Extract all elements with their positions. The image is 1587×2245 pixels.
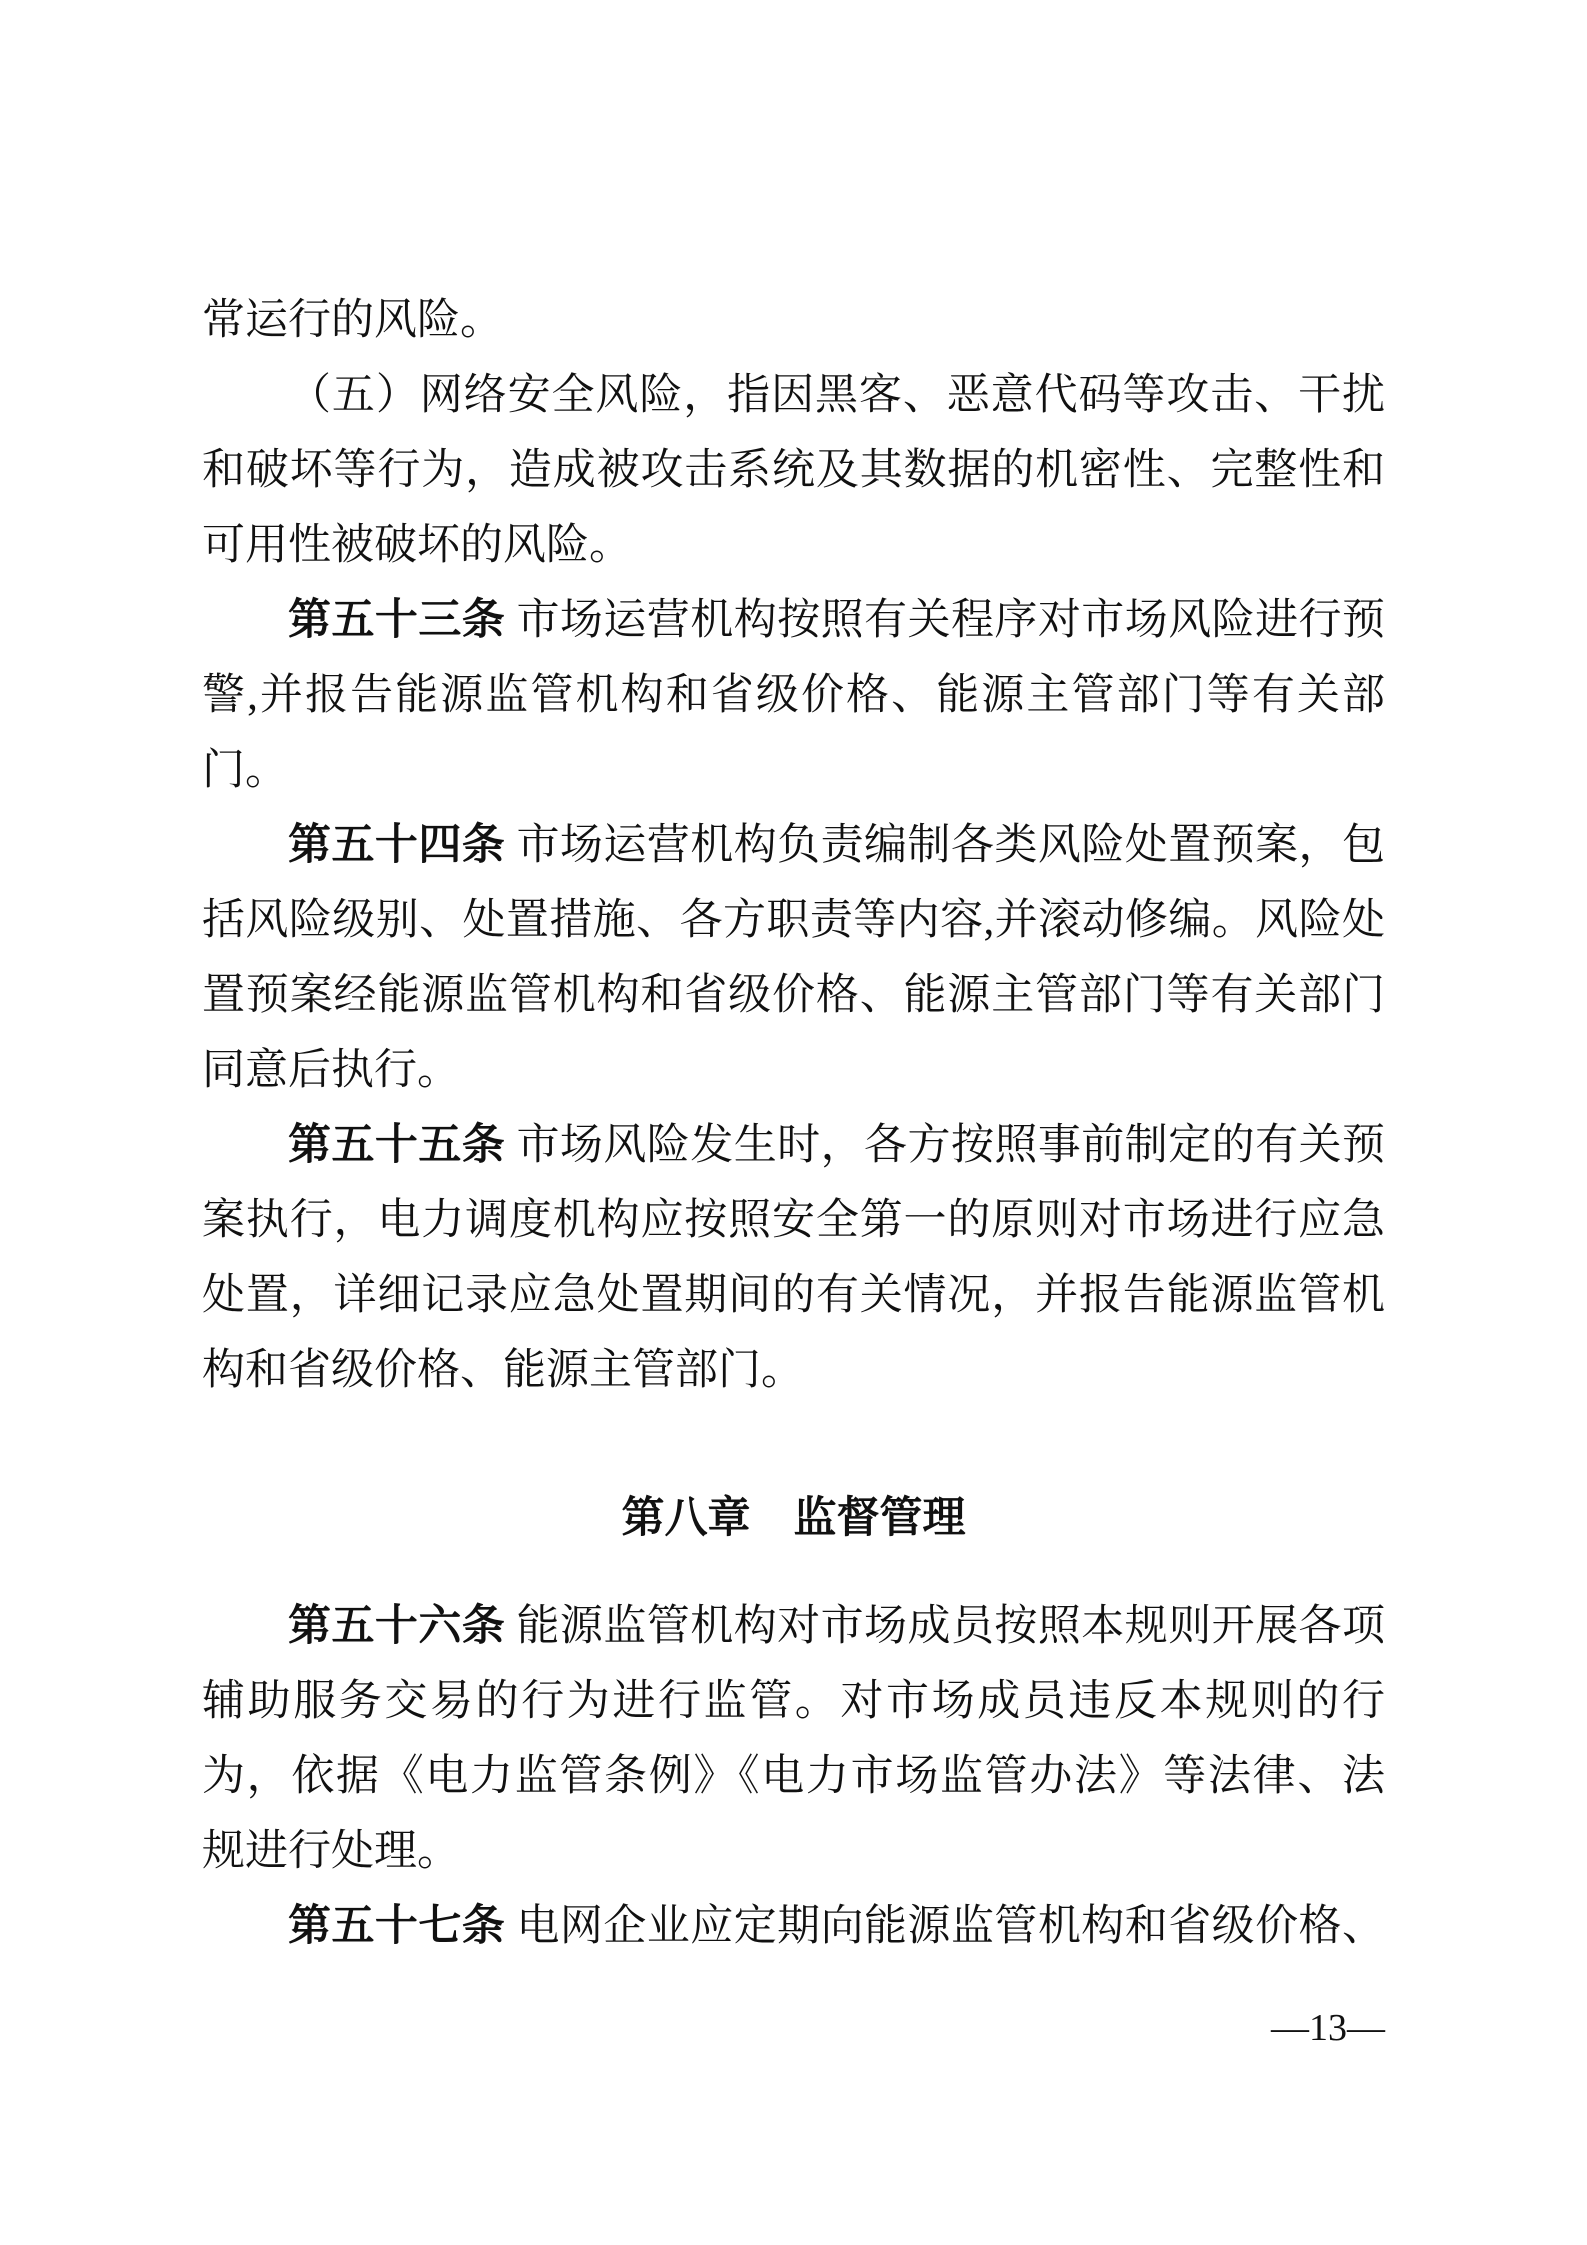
line-text: 为，依据《电力监管条例》《电力市场监管办法》等法律、法	[202, 1753, 1385, 1800]
text-line	[202, 883, 1385, 958]
line-text: 括风险级别、处置措施、各方职责等内容,并滚动修编。风险处	[202, 897, 1385, 944]
line-text: 电网企业应定期向能源监管机构和省级价格、	[505, 1903, 1385, 1950]
line-text: 规进行处理。	[202, 1828, 460, 1875]
text-line	[202, 1889, 1385, 1964]
text-line	[202, 508, 1385, 583]
article-number: 第五十五条	[288, 1121, 506, 1169]
line-text: 常运行的风险。	[202, 297, 503, 344]
line-text: 市场运营机构按照有关程序对市场风险进行预	[505, 597, 1385, 644]
page-number: —13—	[1271, 2007, 1385, 2049]
line-text: 市场风险发生时，各方按照事前制定的有关预	[505, 1122, 1385, 1169]
line-text: 置预案经能源监管机构和省级价格、能源主管部门等有关部门	[202, 972, 1385, 1019]
text-line	[202, 1739, 1385, 1814]
line-text: 门。	[202, 747, 288, 794]
text-line	[202, 1333, 1385, 1408]
article-number: 第五十六条	[288, 1602, 506, 1650]
line-text: 同意后执行。	[202, 1047, 460, 1094]
line-text: 警,并报告能源监管机构和省级价格、能源主管部门等有关部	[202, 672, 1385, 719]
line-text: 案执行，电力调度机构应按照安全第一的原则对市场进行应急	[202, 1197, 1385, 1244]
text-line	[202, 1258, 1385, 1333]
line-text: 辅助服务交易的行为进行监管。对市场成员违反本规则的行	[202, 1678, 1385, 1725]
article-number: 第五十七条	[288, 1902, 506, 1950]
text-line	[202, 808, 1385, 883]
chapter-heading: 第八章 监督管理	[621, 1494, 966, 1542]
line-text: 市场运营机构负责编制各类风险处置预案，包	[505, 822, 1385, 869]
text-line	[202, 1664, 1385, 1739]
line-text: 和破坏等行为，造成被攻击系统及其数据的机密性、完整性和	[202, 447, 1385, 494]
text-line	[202, 1589, 1385, 1664]
text-line	[202, 958, 1385, 1033]
text-line	[202, 433, 1385, 508]
text-line	[202, 1814, 1385, 1889]
text-line	[202, 283, 1385, 358]
text-line	[202, 1183, 1385, 1258]
line-text: （五）网络安全风险，指因黑客、恶意代码等攻击、干扰	[288, 372, 1385, 419]
line-text: 处置，详细记录应急处置期间的有关情况，并报告能源监管机	[202, 1272, 1385, 1319]
line-text: 可用性被破坏的风险。	[202, 522, 632, 569]
text-line	[202, 1108, 1385, 1183]
text-line	[202, 1033, 1385, 1108]
text-line	[202, 733, 1385, 808]
text-line	[202, 658, 1385, 733]
text-line	[202, 358, 1385, 433]
article-number: 第五十四条	[288, 821, 506, 869]
text-line	[202, 583, 1385, 658]
article-number: 第五十三条	[288, 596, 506, 644]
line-text: 能源监管机构对市场成员按照本规则开展各项	[505, 1603, 1385, 1650]
line-text: 构和省级价格、能源主管部门。	[202, 1347, 804, 1394]
